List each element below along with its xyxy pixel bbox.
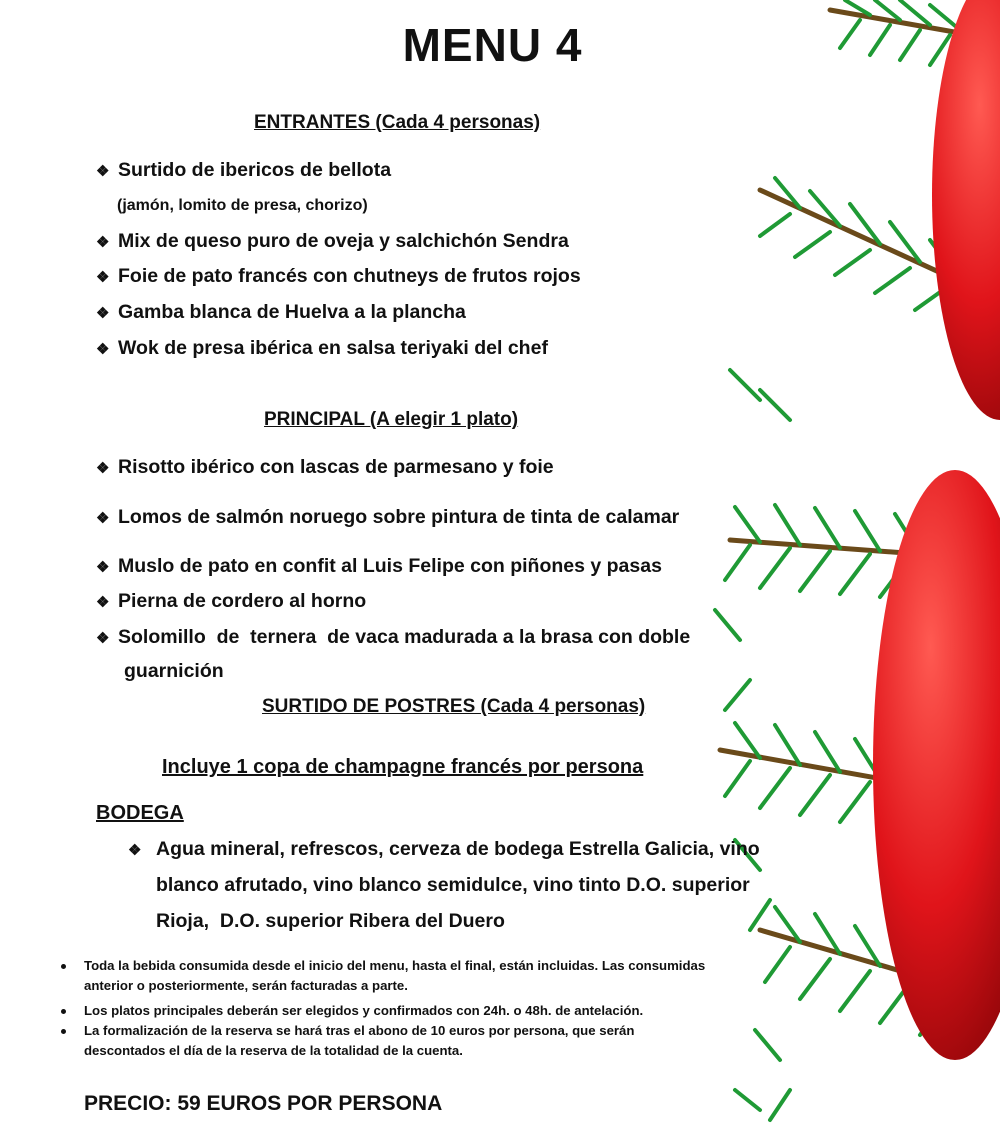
- entrante-item-label: Mix de queso puro de oveja y salchichón Sendra: [118, 230, 569, 252]
- champagne-note: Incluye 1 copa de champagne francés por persona: [162, 756, 644, 778]
- principal-item: [96, 555, 662, 578]
- principal-item: [96, 506, 679, 529]
- principal-item-label: Lomos de salmón noruego sobre pintura de tinta de calamar: [118, 506, 680, 528]
- postres-heading: SURTIDO DE POSTRES (Cada 4 personas): [262, 696, 646, 717]
- entrante-item: [96, 159, 391, 182]
- entrantes-heading: ENTRANTES (Cada 4 personas): [254, 112, 541, 133]
- note-line: anterior o posteriormente, serán facturadas a parte.: [84, 978, 408, 993]
- principal-heading: PRINCIPAL (A elegir 1 plato): [264, 409, 519, 430]
- diamond-bullet-icon: ❖: [96, 630, 110, 647]
- diamond-bullet-icon: ❖: [96, 510, 110, 527]
- principal-item: [96, 626, 690, 649]
- bodega-line: blanco afrutado, vino blanco semidulce, vino tinto D.O. superior: [156, 874, 750, 896]
- diamond-bullet-icon: ❖: [96, 269, 110, 286]
- menu-title: MENU 4: [402, 19, 583, 71]
- principal-item: [96, 456, 554, 479]
- entrante-item: [96, 337, 548, 360]
- entrante-item: [96, 230, 569, 253]
- note-line: Toda la bebida consumida desde el inicio del menu, hasta el final, están incluidas. Las consumidas: [84, 958, 706, 973]
- diamond-bullet-icon: ❖: [96, 305, 110, 322]
- bodega-line: [128, 838, 760, 861]
- bodega-line-text: Agua mineral, refrescos, cerveza de bodega Estrella Galicia, vino: [156, 838, 760, 860]
- principal-item-label: Pierna de cordero al horno: [118, 590, 367, 612]
- entrante-item-label: Wok de presa ibérica en salsa teriyaki del chef: [118, 337, 548, 359]
- principal-item-label: Risotto ibérico con lascas de parmesano y foie: [118, 456, 554, 478]
- principal-item: [96, 590, 366, 613]
- diamond-bullet-icon: ❖: [128, 842, 142, 859]
- diamond-bullet-icon: ❖: [96, 460, 110, 477]
- principal-item-label: Muslo de pato en confit al Luis Felipe con piñones y pasas: [118, 555, 662, 577]
- bodega-line: Rioja, D.O. superior Ribera del Duero: [156, 910, 505, 932]
- price-line: PRECIO: 59 EUROS POR PERSONA: [84, 1092, 443, 1115]
- note-line: La formalización de la reserva se hará tras el abono de 10 euros por persona, que serán: [84, 1023, 635, 1038]
- note-bullet-icon: [61, 964, 66, 969]
- note-bullet-icon: [61, 1009, 66, 1014]
- entrante-item: [96, 265, 581, 288]
- entrante-item-label: Foie de pato francés con chutneys de frutos rojos: [118, 265, 581, 287]
- diamond-bullet-icon: ❖: [96, 163, 110, 180]
- principal-item-continuation: guarnición: [124, 660, 224, 682]
- note-line: descontados el día de la reserva de la totalidad de la cuenta.: [84, 1043, 463, 1058]
- principal-item-label: Solomillo de ternera de vaca madurada a la brasa con doble: [118, 626, 691, 648]
- diamond-bullet-icon: ❖: [96, 594, 110, 611]
- entrante-item: [96, 301, 466, 324]
- entrante-item-label: Surtido de ibericos de bellota: [118, 159, 392, 181]
- diamond-bullet-icon: ❖: [96, 559, 110, 576]
- bodega-heading: BODEGA: [96, 802, 184, 824]
- diamond-bullet-icon: ❖: [96, 234, 110, 251]
- note-bullet-icon: [61, 1029, 66, 1034]
- note-line: Los platos principales deberán ser elegidos y confirmados con 24h. o 48h. de antelación.: [84, 1003, 644, 1018]
- diamond-bullet-icon: ❖: [96, 341, 110, 358]
- red-ornament-bottom: [873, 470, 1000, 1060]
- entrante-item-note: (jamón, lomito de presa, chorizo): [117, 197, 368, 214]
- entrante-item-label: Gamba blanca de Huelva a la plancha: [118, 301, 466, 323]
